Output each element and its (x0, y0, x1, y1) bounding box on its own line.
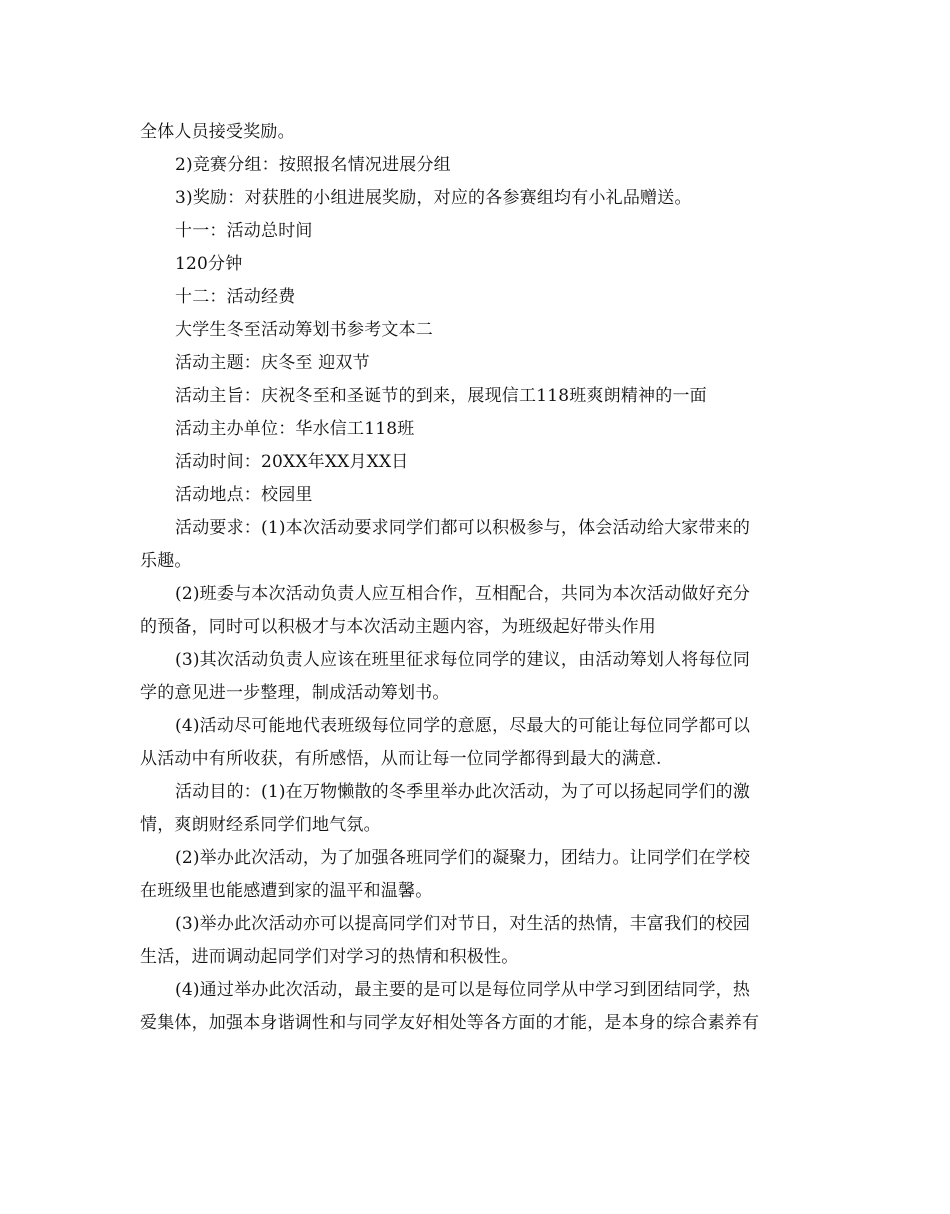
section-heading: 十一：活动总时间 (175, 221, 313, 241)
paragraph-line: 3)奖励：对获胜的小组进展奖励，对应的各参赛组均有小礼品赠送。 (175, 188, 692, 208)
paragraph-line: 2)竞赛分组：按照报名情况进展分组 (175, 155, 451, 175)
paragraph-line: (2)班委与本次活动负责人应互相合作，互相配合，共同为本次活动做好充分 (175, 584, 751, 604)
paragraph-line: (2)举办此次活动，为了加强各班同学们的凝聚力，团结力。让同学们在学校 (175, 848, 751, 868)
paragraph-line: 爱集体，加强本身谐调性和与同学友好相处等各方面的才能，是本身的综合素养有 (140, 1013, 760, 1033)
paragraph-line: 情，爽朗财经系同学们地气氛。 (140, 815, 381, 835)
paragraph-line: (3)举办此次活动亦可以提高同学们对节日，对生活的热情，丰富我们的校园 (175, 914, 751, 934)
paragraph-line: 乐趣。 (140, 551, 192, 571)
paragraph-line: 全体人员接受奖励。 (140, 122, 295, 142)
paragraph-line: (4)通过举办此次活动，最主要的是可以是每位同学从中学习到团结同学，热 (175, 980, 751, 1000)
paragraph-line: 学的意见进一步整理，制成活动筹划书。 (140, 683, 450, 703)
paragraph-line: (3)其次活动负责人应该在班里征求每位同学的建议，由活动筹划人将每位同 (175, 650, 751, 670)
paragraph-line: 活动时间：20XX年XX月XX日 (175, 452, 409, 472)
paragraph-line: 活动主题：庆冬至 迎双节 (175, 353, 370, 373)
paragraph-line: 从活动中有所收获，有所感悟，从而让每一位同学都得到最大的满意. (140, 749, 662, 769)
paragraph-line: 在班级里也能感遭到家的温平和温馨。 (140, 881, 433, 901)
document-subtitle: 大学生冬至活动筹划书参考文本二 (175, 320, 433, 340)
paragraph-line: 活动地点：校园里 (175, 485, 313, 505)
paragraph-line: 活动要求：(1)本次活动要求同学们都可以积极参与，体会活动给大家带来的 (175, 518, 751, 538)
paragraph-line: 的预备，同时可以积极才与本次活动主题内容，为班级起好带头作用 (140, 617, 656, 637)
paragraph-line: 活动主办单位：华水信工118班 (175, 419, 415, 439)
paragraph-line: 120分钟 (175, 254, 243, 274)
paragraph-line: 活动主旨：庆祝冬至和圣诞节的到来，展现信工118班爽朗精神的一面 (175, 386, 707, 406)
document-body (140, 116, 810, 1040)
paragraph-line: 生活，进而调动起同学们对学习的热情和积极性。 (140, 947, 519, 967)
section-heading: 十二：活动经费 (175, 287, 296, 307)
paragraph-line: (4)活动尽可能地代表班级每位同学的意愿，尽最大的可能让每位同学都可以 (175, 716, 751, 736)
paragraph-line: 活动目的：(1)在万物懒散的冬季里举办此次活动，为了可以扬起同学们的激 (175, 782, 751, 802)
